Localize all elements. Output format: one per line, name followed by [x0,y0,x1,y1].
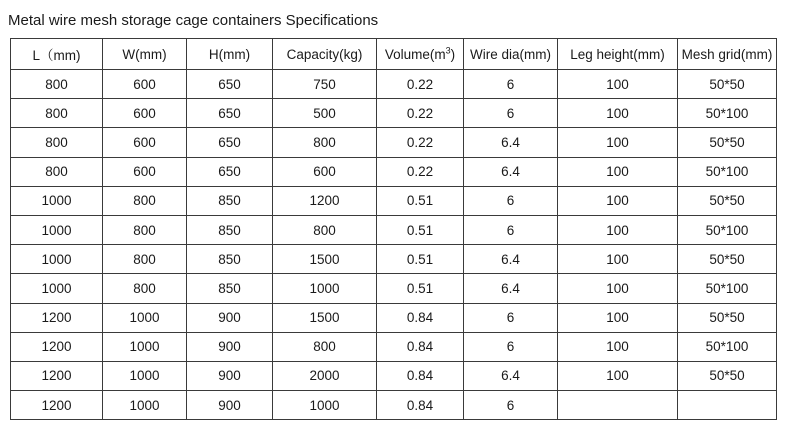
table-row [11,70,777,99]
cell-mesh-grid [678,391,777,420]
cell-wire-dia: 6 [464,70,558,99]
cell-wire-dia: 6.4 [464,157,558,186]
cell-volume: 0.51 [377,186,464,215]
cell-volume: 0.22 [377,99,464,128]
table-body [11,70,777,420]
cell-capacity: 500 [273,99,377,128]
cell-mesh-grid: 50*100 [678,99,777,128]
table-header-row [11,39,777,70]
cell-wire-dia: 6 [464,332,558,361]
cell-mesh-grid: 50*50 [678,245,777,274]
cell-length: 1200 [11,332,103,361]
cell-length: 1200 [11,361,103,390]
cell-leg-height: 100 [558,332,678,361]
table-row [11,186,777,215]
header-volume-close: ) [450,46,456,62]
cell-volume: 0.51 [377,215,464,244]
cell-volume: 0.84 [377,332,464,361]
cell-leg-height: 100 [558,99,678,128]
cell-capacity: 800 [273,332,377,361]
cell-wire-dia: 6.4 [464,128,558,157]
cell-leg-height: 100 [558,245,678,274]
page-title: Metal wire mesh storage cage containers Specifications [8,12,379,29]
cell-mesh-grid: 50*50 [678,128,777,157]
cell-leg-height [558,391,678,420]
header-volume [377,39,464,70]
cell-height: 650 [187,70,273,99]
cell-length: 800 [11,128,103,157]
cell-length: 800 [11,99,103,128]
header-width: W(mm) [103,39,187,70]
cell-wire-dia: 6 [464,186,558,215]
table-row [11,303,777,332]
cell-width: 800 [103,245,187,274]
cell-leg-height: 100 [558,157,678,186]
cell-width: 600 [103,128,187,157]
cell-width: 1000 [103,332,187,361]
header-height: H(mm) [187,39,273,70]
cell-wire-dia: 6.4 [464,245,558,274]
cell-width: 1000 [103,303,187,332]
header-wire-dia: Wire dia(mm) [464,39,558,70]
cell-leg-height: 100 [558,186,678,215]
table-row [11,391,777,420]
cell-height: 650 [187,157,273,186]
cell-volume: 0.22 [377,157,464,186]
cell-leg-height: 100 [558,274,678,303]
cell-length: 800 [11,157,103,186]
cell-volume: 0.22 [377,70,464,99]
cell-wire-dia: 6 [464,215,558,244]
cell-capacity: 750 [273,70,377,99]
cell-capacity: 1500 [273,303,377,332]
cell-width: 600 [103,99,187,128]
cell-volume: 0.22 [377,128,464,157]
cell-length: 800 [11,70,103,99]
header-volume-label: Volume(m [384,46,446,62]
cell-width: 800 [103,274,187,303]
cell-mesh-grid: 50*100 [678,157,777,186]
cell-length: 1000 [11,245,103,274]
cell-volume: 0.51 [377,245,464,274]
cell-mesh-grid: 50*100 [678,274,777,303]
table-row [11,99,777,128]
cell-length: 1000 [11,186,103,215]
cell-capacity: 800 [273,128,377,157]
cell-mesh-grid: 50*100 [678,215,777,244]
cell-height: 900 [187,303,273,332]
cell-capacity: 2000 [273,361,377,390]
header-length: L（mm) [11,39,103,70]
cell-height: 650 [187,128,273,157]
table-row [11,245,777,274]
header-capacity: Capacity(kg) [273,39,377,70]
cell-length: 1200 [11,391,103,420]
cell-height: 850 [187,245,273,274]
cell-volume: 0.84 [377,391,464,420]
cell-height: 900 [187,332,273,361]
cell-volume: 0.84 [377,303,464,332]
table-row [11,274,777,303]
specifications-table [10,38,777,420]
cell-length: 1000 [11,215,103,244]
cell-leg-height: 100 [558,215,678,244]
cell-mesh-grid: 50*100 [678,332,777,361]
table-row [11,157,777,186]
cell-height: 650 [187,99,273,128]
table-row [11,128,777,157]
cell-mesh-grid: 50*50 [678,70,777,99]
cell-height: 900 [187,391,273,420]
cell-width: 800 [103,215,187,244]
cell-width: 600 [103,70,187,99]
cell-mesh-grid: 50*50 [678,186,777,215]
cell-width: 800 [103,186,187,215]
cell-wire-dia: 6 [464,99,558,128]
cell-mesh-grid: 50*50 [678,303,777,332]
cell-capacity: 1000 [273,391,377,420]
table-row [11,215,777,244]
table-row [11,361,777,390]
cell-length: 1000 [11,274,103,303]
cell-capacity: 1200 [273,186,377,215]
cell-volume: 0.84 [377,361,464,390]
cell-capacity: 800 [273,215,377,244]
cell-height: 900 [187,361,273,390]
cell-leg-height: 100 [558,361,678,390]
cell-wire-dia: 6.4 [464,361,558,390]
cell-width: 600 [103,157,187,186]
cell-height: 850 [187,274,273,303]
header-leg-height: Leg height(mm) [558,39,678,70]
table-row [11,332,777,361]
cell-capacity: 1500 [273,245,377,274]
cell-capacity: 1000 [273,274,377,303]
cell-wire-dia: 6 [464,303,558,332]
cell-length: 1200 [11,303,103,332]
cell-height: 850 [187,215,273,244]
cell-width: 1000 [103,361,187,390]
header-volume-superscript: 3 [445,45,451,55]
cell-leg-height: 100 [558,70,678,99]
cell-capacity: 600 [273,157,377,186]
cell-mesh-grid: 50*50 [678,361,777,390]
cell-wire-dia: 6.4 [464,274,558,303]
cell-leg-height: 100 [558,303,678,332]
cell-leg-height: 100 [558,128,678,157]
cell-volume: 0.51 [377,274,464,303]
cell-height: 850 [187,186,273,215]
cell-wire-dia: 6 [464,391,558,420]
cell-width: 1000 [103,391,187,420]
header-mesh-grid: Mesh grid(mm) [678,39,777,70]
